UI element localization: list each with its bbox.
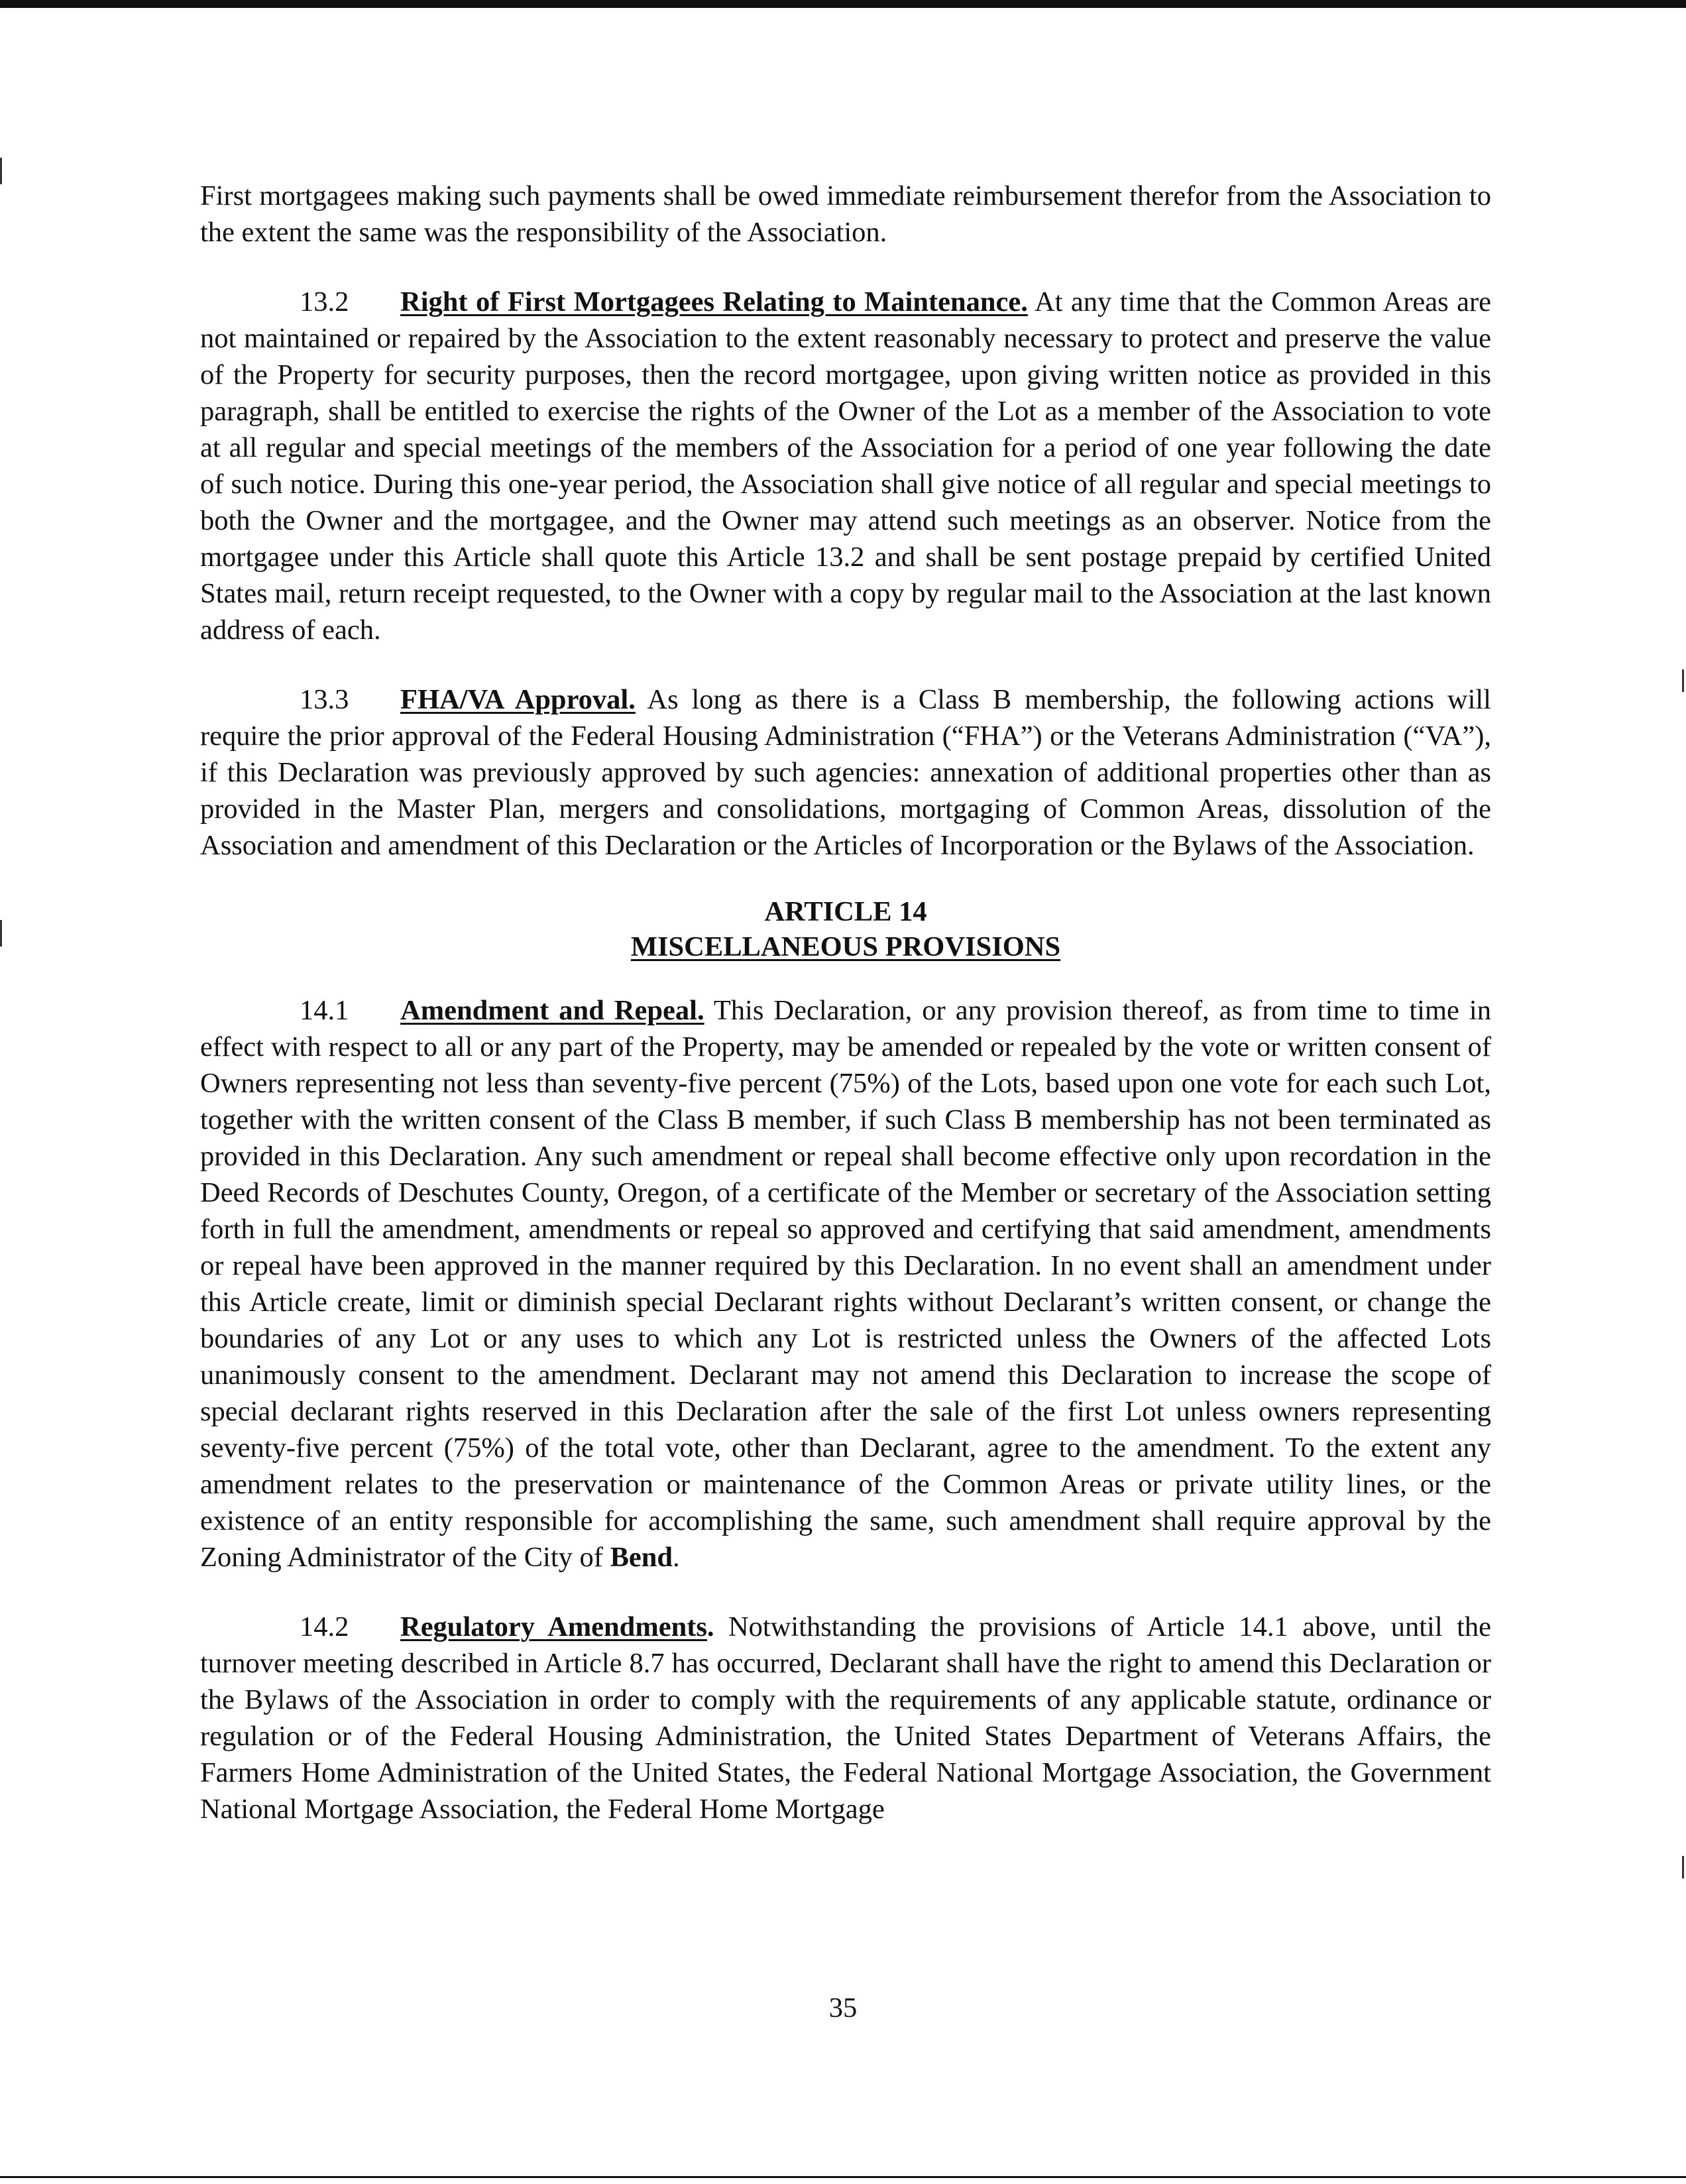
scan-edge-mark-right	[1682, 669, 1684, 692]
section-number: 13.2	[300, 286, 349, 317]
section-body: Notwithstanding the provisions of Article 14.1 above, until the turnover meeting described in Article 8.7 has occurred, Declarant shall have the right to amend this Declaration or the Bylaws of the Association in order to comply with the requirements of any applicable statute, ordinance or regulation or of the Federal Housing Administration, the United States Department of Veterans Affairs, the Farmers Home Administration of the United States, the Federal National Mortgage Association, the Government National Mortgage Association, the Federal Home Mortgage	[200, 1611, 1491, 1825]
scan-edge-mark-right-2	[1682, 1856, 1684, 1878]
section-14-1	[200, 992, 1491, 1576]
section-body: This Declaration, or any provision thereof, as from time to time in effect with respect to all or any part of the Property, may be amended or repealed by the vote or written consent of Owners representing not less than seventy-five percent (75%) of the Lots, based upon one vote for each such Lot, together with the written consent of the Class B member, if such Class B membership has not been terminated as provided in this Declaration. Any such amendment or repeal shall become effective only upon recordation in the Deed Records of Deschutes County, Oregon, of a certificate of the Member or secretary of the Association setting forth in full the amendment, amendments or repeal so approved and certifying that said amendment, amendments or repeal have been approved in the manner required by this Declaration. In no event shall an amendment under this Article create, limit or diminish special Declarant rights without Declarant’s written consent, or change the boundaries of any Lot or any uses to which any Lot is restricted unless the Owners of the affected Lots unanimously consent to the amendment. Declarant may not amend this Declaration to increase the scope of special declarant rights reserved in this Declaration after the sale of the first Lot unless owners representing seventy-five percent (75%) of the total vote, other than Declarant, agree to the amendment. To the extent any amendment relates to the preservation or maintenance of the Common Areas or private utility lines, or the existence of an entity responsible for accomplishing the same, such amendment shall require approval by the Zoning Administrator of the City of	[200, 995, 1491, 1573]
section-body-end: .	[673, 1542, 680, 1573]
section-number: 14.2	[300, 1611, 349, 1642]
section-body: As long as there is a Class B membership, the following actions will require the prior approval of the Federal Housing Administration (“FHA”) or the Veterans Administration (“VA”), if this Declaration was previously approved by such agencies: annexation of additional properties other than as provided in the Master Plan, mergers and consolidations, mortgaging of Common Areas, dissolution of the Association and amendment of this Declaration or the Articles of Incorporation or the Bylaws of the Association.	[200, 684, 1491, 861]
section-heading: FHA/VA Approval.	[400, 684, 636, 715]
section-heading: Amendment and Repeal.	[400, 995, 704, 1026]
section-number: 14.1	[300, 995, 349, 1026]
section-heading: Right of First Mortgagees Relating to Maintenance.	[400, 286, 1028, 317]
section-13-2	[200, 284, 1491, 648]
article-heading	[200, 894, 1491, 964]
article-label: ARTICLE 14	[764, 896, 927, 927]
city-name: Bend	[610, 1542, 673, 1573]
page-number: 35	[828, 1992, 858, 2024]
section-13-3	[200, 681, 1491, 864]
scan-edge-mark-left	[0, 158, 2, 184]
section-heading-suffix: .	[706, 1611, 714, 1642]
continuation-text: First mortgagees making such payments shall be owed immediate reimbursement therefor from the Association to the extent the same was the responsibility of the Association.	[200, 180, 1491, 248]
continuation-paragraph	[200, 178, 1491, 251]
scan-edge-mark-left-2	[0, 920, 2, 947]
section-14-2	[200, 1609, 1491, 1827]
scan-top-border	[0, 0, 1686, 8]
document-page	[200, 178, 1491, 1861]
section-heading: Regulatory Amendments	[400, 1611, 707, 1642]
article-title: MISCELLANEOUS PROVISIONS	[630, 931, 1061, 962]
section-number: 13.3	[300, 684, 349, 715]
section-body: At any time that the Common Areas are not maintained or repaired by the Association to the extent reasonably necessary to protect and preserve the value of the Property for security purposes, then the record mortgagee, upon giving written notice as provided in this paragraph, shall be entitled to exercise the rights of the Owner of the Lot as a member of the Association to vote at all regular and special meetings of the members of the Association for a period of one year following the date of such notice. During this one-year period, the Association shall give notice of all regular and special meetings to both the Owner and the mortgagee, and the Owner may attend such meetings as an observer. Notice from the mortgagee under this Article shall quote this Article 13.2 and shall be sent postage prepaid by certified United States mail, return receipt requested, to the Owner with a copy by regular mail to the Association at the last known address of each.	[200, 286, 1491, 646]
scan-bottom-border	[0, 2176, 1686, 2178]
